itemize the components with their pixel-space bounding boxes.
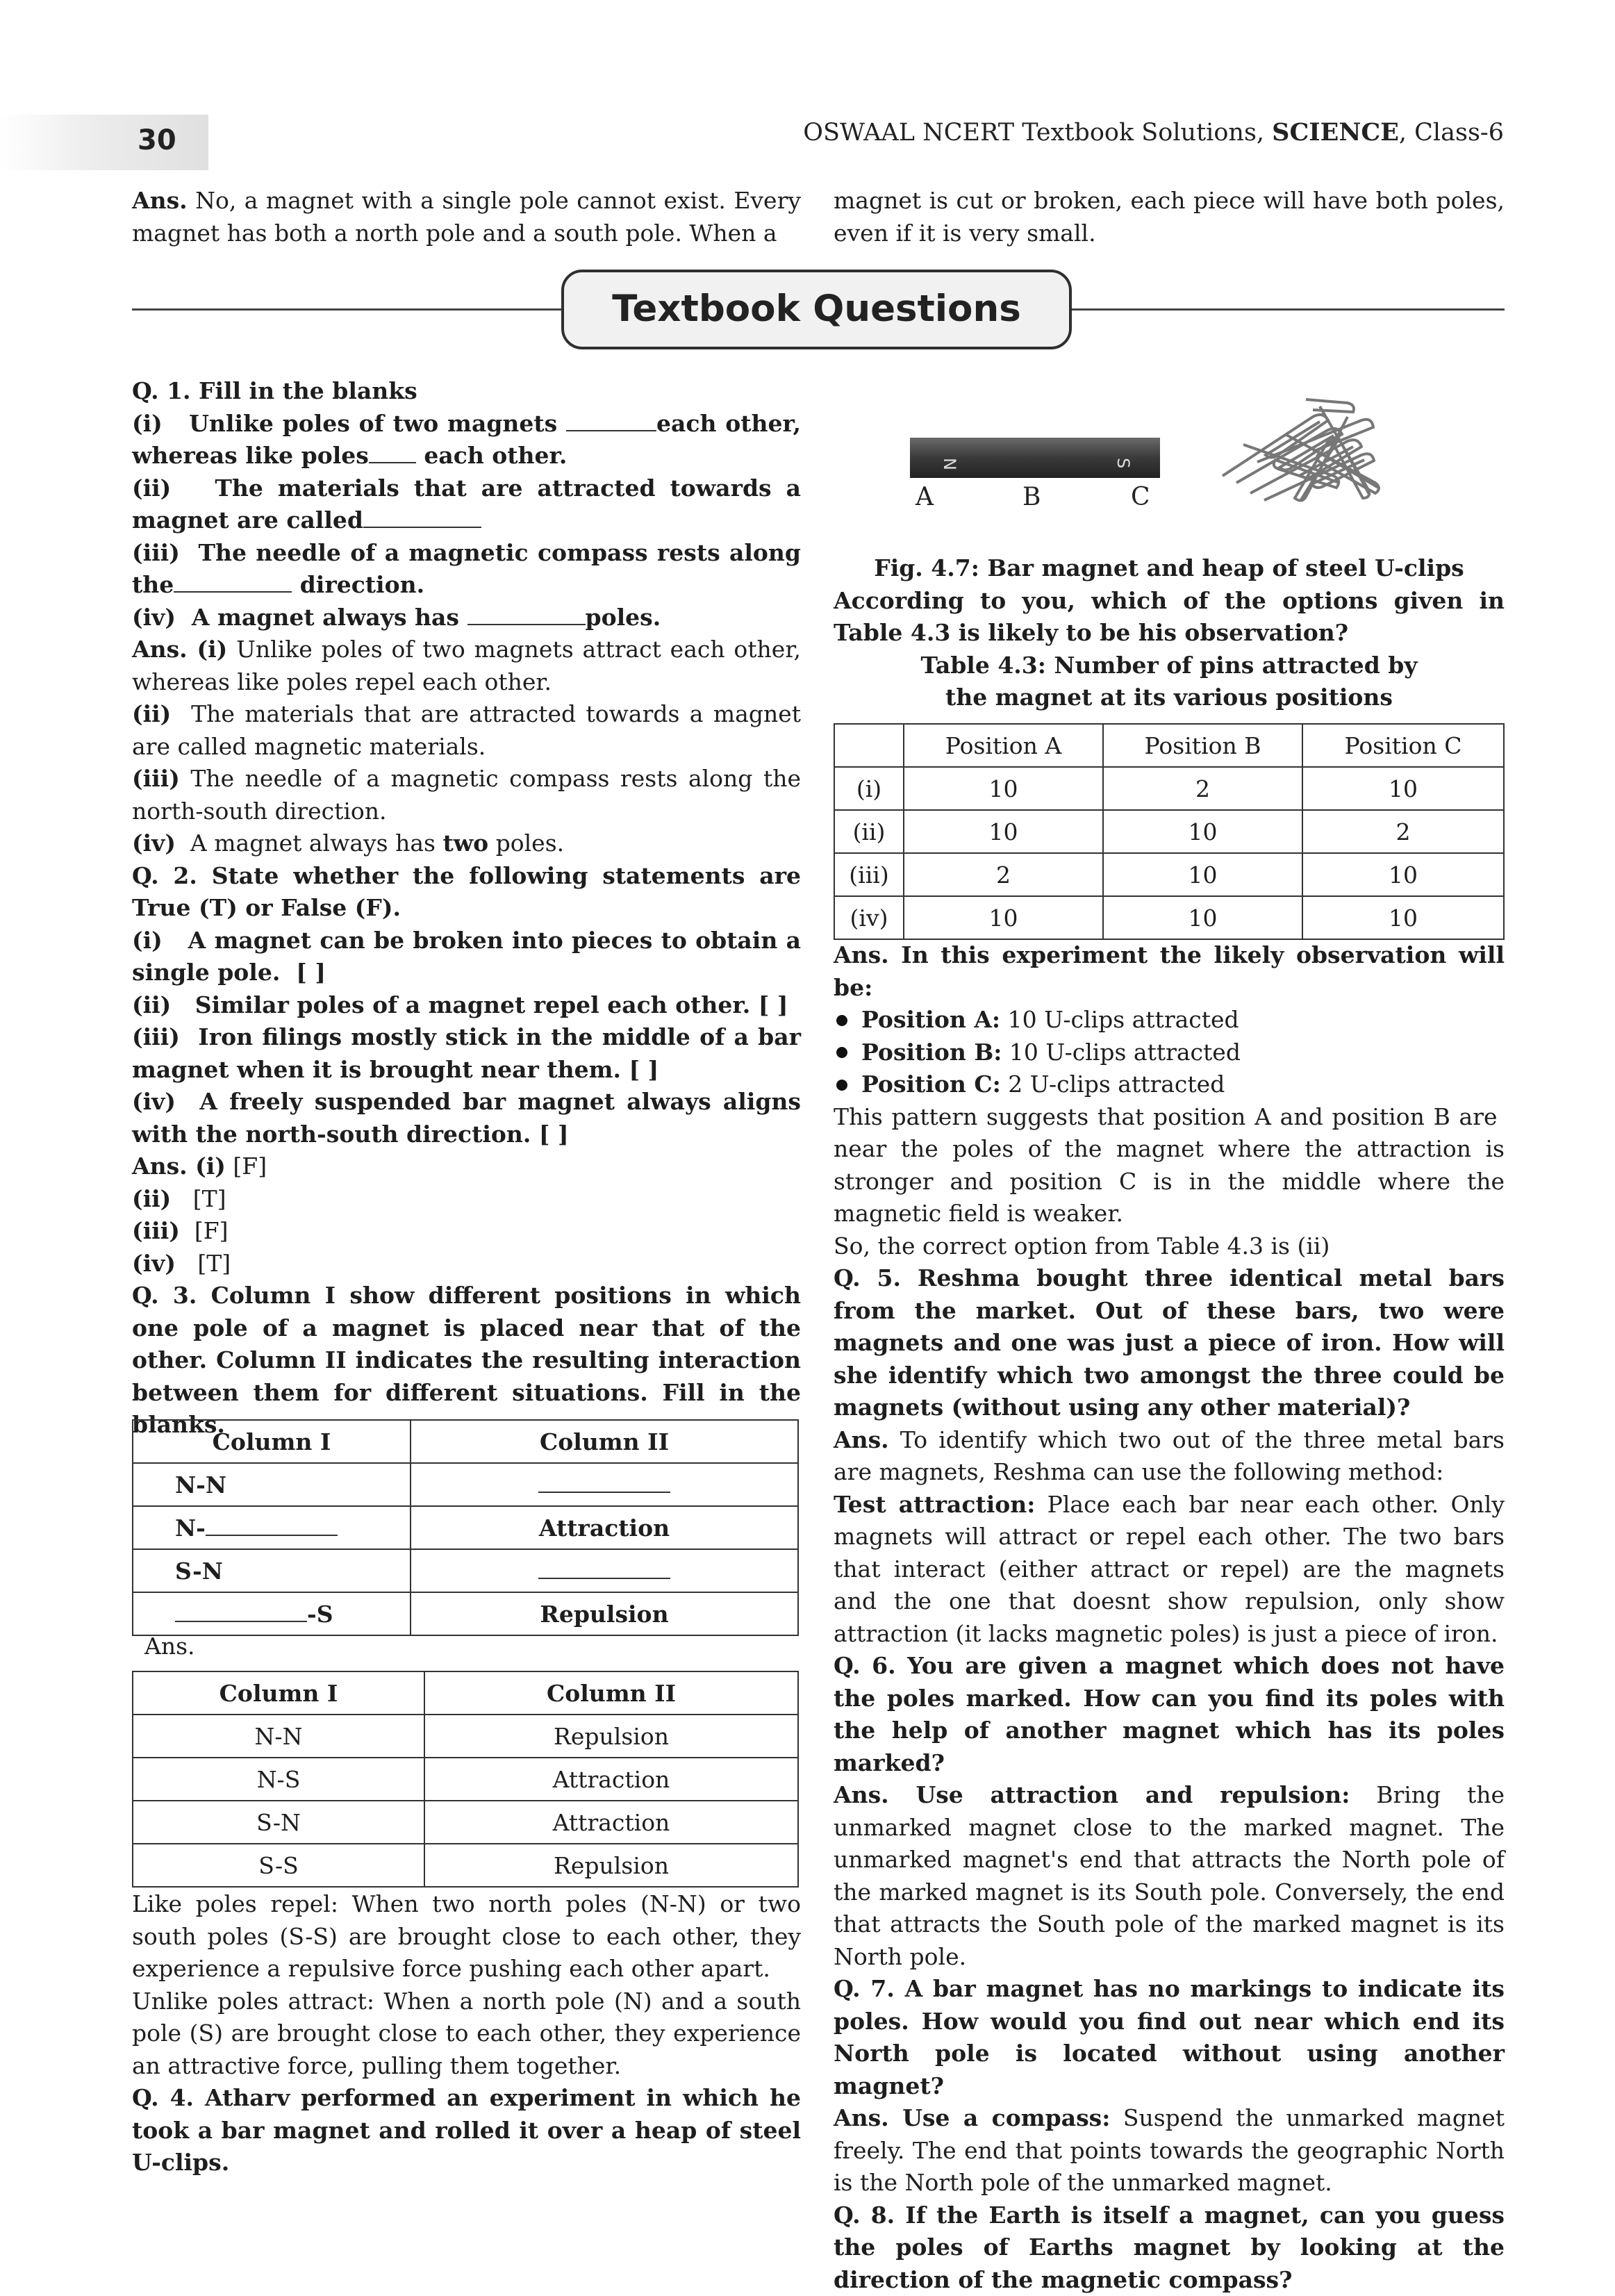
table-cell: 2 (904, 853, 1103, 896)
q1-ans-iv-b: two (442, 829, 489, 857)
q3-answer-table (132, 1671, 799, 1888)
table-cell: N- (175, 1514, 206, 1542)
q3-ans-label: Ans. (144, 1633, 195, 1660)
position-a-label: A (916, 483, 934, 511)
intro-left (132, 185, 801, 249)
bullet-dot (836, 1015, 847, 1026)
q3-fill-table (132, 1419, 799, 1636)
q7-ans-label: Ans. Use a compass: (834, 2104, 1111, 2131)
q5-title: Q. 5. Reshma bought three identical metal bars from the market. Out of these bars, two were magnets and one was just a piece of iron. How will she identify which two amongst the three could be magnets (without using any other material)? (834, 1264, 1505, 1421)
q1-ii: (ii) The materials that are attracted towards a magnet are called (132, 474, 801, 534)
table-cell: 10 (904, 810, 1103, 853)
section-rule-left (132, 308, 563, 311)
q8-title: Q. 8. If the Earth is itself a magnet, can you guess the poles of Earths magnet by looking at the direction of the magnetic compass? (834, 2201, 1505, 2293)
table-header: Column I (219, 1679, 338, 1707)
table-cell: (iv) (834, 896, 904, 939)
intro-right (834, 185, 1505, 249)
table-cell: 10 (1103, 853, 1302, 896)
q2-ii: (ii) Similar poles of a magnet repel each other. [ ] (132, 991, 788, 1018)
table-cell: 2 (1302, 810, 1504, 853)
intro-left-text: No, a magnet with a single pole cannot exist. Every magnet has both a north pole and a south pole. When a (132, 187, 801, 247)
table-cell: Repulsion (424, 1715, 798, 1758)
table-cell: Attraction (424, 1758, 798, 1801)
q1-i-b: each other, whereas like poles (132, 409, 802, 469)
running-head-subject: SCIENCE (1272, 118, 1399, 147)
table-cell: N-S (133, 1758, 424, 1801)
table-cell: 10 (1103, 896, 1302, 939)
q2-ans-iii: [F] (179, 1217, 229, 1244)
table-cell: 10 (1302, 896, 1504, 939)
bullet-item (834, 1068, 1505, 1101)
page-number-tab (0, 115, 208, 170)
bullet-text: 10 U-clips attracted (1002, 1038, 1241, 1066)
table-header (834, 724, 904, 767)
q2-ans-ii-num: (ii) (132, 1184, 172, 1212)
table-cell: Attraction (424, 1801, 798, 1844)
table-cell: (i) (834, 767, 904, 810)
blank (174, 591, 292, 593)
blank (538, 1471, 670, 1493)
q4-pattern: This pattern suggests that position A and position B are near the poles of the magnet where the attraction is stronger and position C is in the middle where the magnetic field is weaker. (834, 1102, 1505, 1227)
q1-ans-iii: The needle of a magnetic compass rests along the north-south direction. (132, 765, 801, 825)
table-cell: N-N (175, 1471, 227, 1498)
magnet-n-label: N (940, 458, 959, 470)
q2-ans-i: [F] (225, 1153, 267, 1180)
table-caption: Table 4.3: Number of pins attracted by the magnet at its various positions (920, 651, 1418, 711)
q3-like-poles: Like poles repel: When two north poles (N-N) or two south poles (S-S) are brought close to each other, they experience a repulsive force pushing each other apart. (132, 1890, 801, 1982)
q5-test-text: Place each bar near each other. Only magnets will attract or repel each other. The two bars that interact (either attract or repel) are the magnets and the one that doesnt show repulsion, only show attraction (it lacks magnetic poles) is just a piece of iron. (834, 1490, 1505, 1647)
table-cell: N-N (133, 1715, 424, 1758)
running-head-prefix: OSWAAL NCERT Textbook Solutions, (803, 119, 1273, 147)
u-clips-heap (1223, 399, 1380, 501)
q2-ans-label: Ans. (132, 1153, 188, 1180)
table-cell: Repulsion (424, 1844, 798, 1887)
table-header: Position A (904, 724, 1103, 767)
q2-title: Q. 2. State whether the following statements are True (T) or False (F). (132, 861, 801, 921)
section-rule-right (1070, 308, 1505, 311)
q1-ans-ii-num: (ii) (132, 700, 172, 727)
table-cell: 10 (904, 896, 1103, 939)
q3-title: Q. 3. Column I show different positions in which one pole of a magnet is placed near that of the other. Column II indicates the resulting interaction between them for different situations. Fill in the blanks. (132, 1282, 801, 1438)
table-header: Position B (1103, 724, 1302, 767)
table-cell: (ii) (834, 810, 904, 853)
bullet-label: Position C: (861, 1071, 1001, 1098)
q1-ans-iii-num: (iii) (132, 765, 180, 792)
bullet-item (834, 1036, 1505, 1069)
table-cell: 10 (1103, 810, 1302, 853)
q4-ans-title: Ans. In this experiment the likely observation will be: (834, 941, 1505, 1001)
intro-right-text: magnet is cut or broken, each piece will have both poles, even if it is very small. (834, 187, 1505, 247)
blank (369, 462, 416, 463)
left-column-bottom (132, 1888, 801, 2179)
q2-ans-i-num: (i) (187, 1153, 226, 1180)
q1-title: Q. 1. Fill in the blanks (132, 377, 417, 404)
blank (566, 430, 656, 431)
q4-conclusion: So, the correct option from Table 4.3 is (ii) (834, 1232, 1330, 1260)
bullet-label: Position A: (861, 1006, 1001, 1033)
right-column-bottom (834, 939, 1505, 2296)
q4-question: According to you, which of the options given in Table 4.3 is likely to be his observation? (834, 586, 1505, 646)
table-cell: Repulsion (540, 1600, 669, 1628)
q6-ans-label: Ans. Use attraction and repulsion: (834, 1781, 1350, 1808)
bullet-dot (836, 1080, 847, 1091)
q3-unlike-poles: Unlike poles attract: When a north pole (N) and a south pole (S) are brought close to each other, they experience an attractive force, pulling them together. (132, 1987, 801, 2079)
q5-ans-text: To identify which two out of the three metal bars are magnets, Reshma can use the following method: (834, 1426, 1505, 1485)
table-4-3 (834, 723, 1505, 940)
table-cell: -S (307, 1600, 333, 1628)
q1-ans-iv-c: poles. (488, 829, 565, 857)
magnet-s-label: S (1113, 458, 1133, 469)
q2-i: (i) A magnet can be broken into pieces to obtain a single pole. [ ] (132, 926, 801, 986)
bullet-text: 2 U-clips attracted (1000, 1071, 1225, 1098)
q2-ans-iii-num: (iii) (132, 1217, 180, 1244)
q6-title: Q. 6. You are given a magnet which does not have the poles marked. How can you find its poles with the help of another magnet which has its poles marked? (834, 1652, 1505, 1776)
q6-ans-text: Bring the unmarked magnet close to the marked magnet. The unmarked magnet's end that attracts the North pole of the marked magnet is its South pole. Conversely, the end that attracts the South pole of the marked magnet is its North pole. (834, 1781, 1505, 1970)
bullet-label: Position B: (861, 1038, 1002, 1066)
blank (363, 527, 481, 528)
table-cell: 10 (1302, 853, 1504, 896)
q1-ans-i-num: (i) (187, 636, 228, 663)
q2-iii: (iii) Iron filings mostly stick in the middle of a bar magnet when it is brought near them. [ ] (132, 1023, 801, 1083)
table-cell: 10 (904, 767, 1103, 810)
bullet-item (834, 1004, 1505, 1036)
q2-ans-iv: [T] (175, 1249, 231, 1277)
q5-ans-label: Ans. (834, 1426, 889, 1453)
table-header: Column II (546, 1679, 677, 1707)
blank (206, 1535, 338, 1536)
q1-iii-a: (iii) The needle of a magnetic compass rests along the (132, 538, 801, 598)
q1-iv-b: poles. (585, 603, 661, 631)
q1-ans-i: Unlike poles of two magnets attract each other, whereas like poles repel each other. (132, 636, 801, 695)
section-title: Textbook Questions (561, 270, 1072, 349)
left-column (132, 375, 801, 1442)
q1-i-a: (i) Unlike poles of two magnets (132, 409, 567, 437)
q1-i-c: each other. (415, 442, 568, 469)
q2-ans-ii: [T] (171, 1184, 226, 1212)
figure-caption: Fig. 4.7: Bar magnet and heap of steel U-clips (874, 554, 1464, 581)
table-cell: S-N (133, 1801, 424, 1844)
blank (538, 1557, 670, 1579)
running-head (803, 118, 1504, 147)
table-cell: 2 (1103, 767, 1302, 810)
running-head-suffix: , Class-6 (1398, 119, 1504, 147)
blank (175, 1621, 307, 1622)
q1-iii-b: direction. (292, 571, 425, 598)
q1-ans-label: Ans. (132, 636, 188, 663)
q7-title: Q. 7. A bar magnet has no markings to indicate its poles. How would you find out near which end its North pole is located without using another magnet? (834, 1975, 1505, 2099)
table-cell: Attraction (538, 1514, 670, 1542)
position-c-label: C (1131, 483, 1150, 511)
table-header: Column I (212, 1428, 331, 1455)
table-cell: 10 (1302, 767, 1504, 810)
position-b-label: B (1022, 483, 1041, 511)
page-number: 30 (138, 124, 176, 156)
table-header: Position C (1302, 724, 1504, 767)
q1-ans-ii: The materials that are attracted towards a magnet are called magnetic materials. (132, 700, 801, 760)
q1-ans-iv-a: A magnet always has (175, 829, 443, 857)
q4-title: Q. 4. Atharv performed an experiment in which he took a bar magnet and rolled it over a heap of steel U-clips. (132, 2084, 801, 2176)
table-cell: S-S (133, 1844, 424, 1887)
intro-ans-label: Ans. (132, 187, 188, 214)
q1-iv-a: (iv) A magnet always has (132, 603, 467, 631)
q2-ans-iv-num: (iv) (132, 1249, 176, 1277)
q2-iv: (iv) A freely suspended bar magnet always aligns with the north-south direction. [ ] (132, 1088, 801, 1148)
table-cell: (iii) (834, 853, 904, 896)
q7-ans-text: Suspend the unmarked magnet freely. The end that points towards the geographic North is the North pole of the unmarked magnet. (834, 2104, 1505, 2196)
q5-test-label: Test attraction: (834, 1490, 1036, 1518)
right-column-top (834, 552, 1505, 714)
q1-ans-iv-num: (iv) (132, 829, 176, 857)
table-header: Column II (539, 1428, 670, 1455)
table-cell: S-N (175, 1557, 223, 1585)
figure-4-7 (834, 379, 1500, 518)
bullet-text: 10 U-clips attracted (1000, 1006, 1239, 1033)
bullet-dot (836, 1047, 847, 1058)
blank (467, 624, 586, 625)
